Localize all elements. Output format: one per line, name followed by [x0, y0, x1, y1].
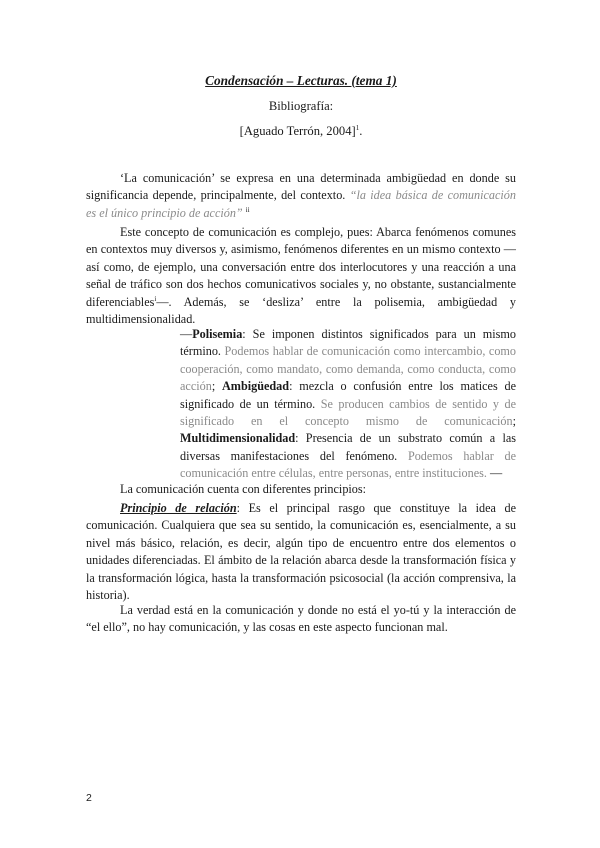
- term-polisemia: Polisemia: [192, 327, 243, 341]
- paragraph-text-end: —. Además, se ‘desliza’ entre la polisemia, ambigüedad y multidimensionalidad.: [86, 294, 516, 327]
- citation: [Aguado Terrón, 2004]$^1$.: [239, 123, 363, 138]
- quote: “la idea básica de comunicación es el único principio de acción”: [86, 188, 516, 220]
- definition-polisemia: : Se imponen distintos significados para un mismo término.: [180, 327, 516, 359]
- bibliography-label: Bibliografía:: [268, 99, 334, 113]
- citation-text: [Aguado Terrón, 2004]: [239, 124, 356, 138]
- paragraph-text: Este concepto de comunicación es complejo, pues: Abarca fenómenos comunes en contextos muy diversos y, asimismo, fenómenos diferentes en un mismo contexto —así como, de ejemplo, una conversación entre dos interlocutores y una reacción a una señal de tráfico son dos hechos comunicativos sociales y, no obstante, sustancialmente diferenciables: [86, 225, 516, 309]
- paragraph-principles-intro: La comunicación cuenta con diferentes principios:: [120, 482, 367, 496]
- paragraph-text: : Es el principal rasgo que constituye la idea de comunicación. Cualquiera que sea su sentido, la comunicación es, esencialmente, a su nivel más básico, relación, es decir, algún tipo de encuentro entre dos elementos o unidades diferenciadas. El ámbito de la relación abarca desde la transformación física y la transformación lógica, hasta la transformación psicosocial (la acción comprensiva, la historia).: [86, 501, 516, 603]
- paragraph-complexity: [86, 224, 516, 328]
- dash: —: [486, 466, 503, 481]
- paragraph-principle-relation: [86, 500, 516, 604]
- citation-footnote-ref[interactable]: 1: [355, 123, 360, 132]
- definition-ambiguedad: : mezcla o confusión entre los matices de significado de un término.: [180, 379, 516, 411]
- footnote-ref[interactable]: i: [154, 294, 157, 303]
- definition-multidimensionalidad: : Presencia de un substrato común a las diversas manifestaciones del fenómeno.: [180, 431, 516, 463]
- paragraph-text: ‘La comunicación’ se expresa en una determinada ambigüedad en donde su significancia depende, principalmente, del contexto.: [86, 171, 516, 203]
- example-multidimensionalidad: Podemos hablar de comunicación entre células, entre personas, entre instituciones.: [180, 448, 516, 481]
- separator: ;: [512, 414, 516, 429]
- paragraph-truth: La verdad está en la comunicación y donde no está el yo-tú y la interacción de “el ello”, no hay comunicación, y las cosas en este aspecto funcionan mal.: [86, 603, 516, 635]
- example-polisemia: Podemos hablar de comunicación como intercambio, como cooperación, como mandato, como demanda, como conducta, como acción: [180, 344, 516, 394]
- definitions-block: [180, 326, 516, 483]
- document-title: Condensación – Lecturas. (tema 1): [205, 73, 397, 88]
- dash: —: [180, 327, 193, 341]
- page-number: 2: [86, 792, 92, 804]
- term-ambiguedad: Ambigüedad: [222, 379, 290, 394]
- footnote-ref[interactable]: ii: [245, 205, 250, 214]
- term-multidimensionalidad: Multidimensionalidad: [180, 431, 296, 446]
- example-ambiguedad: Se producen cambios de sentido y de significado en el concepto mismo de comunicación: [180, 396, 516, 429]
- term-principio-relacion: Principio de relación: [120, 501, 237, 515]
- separator: ;: [211, 379, 222, 394]
- paragraph-ambiguity: [86, 170, 516, 222]
